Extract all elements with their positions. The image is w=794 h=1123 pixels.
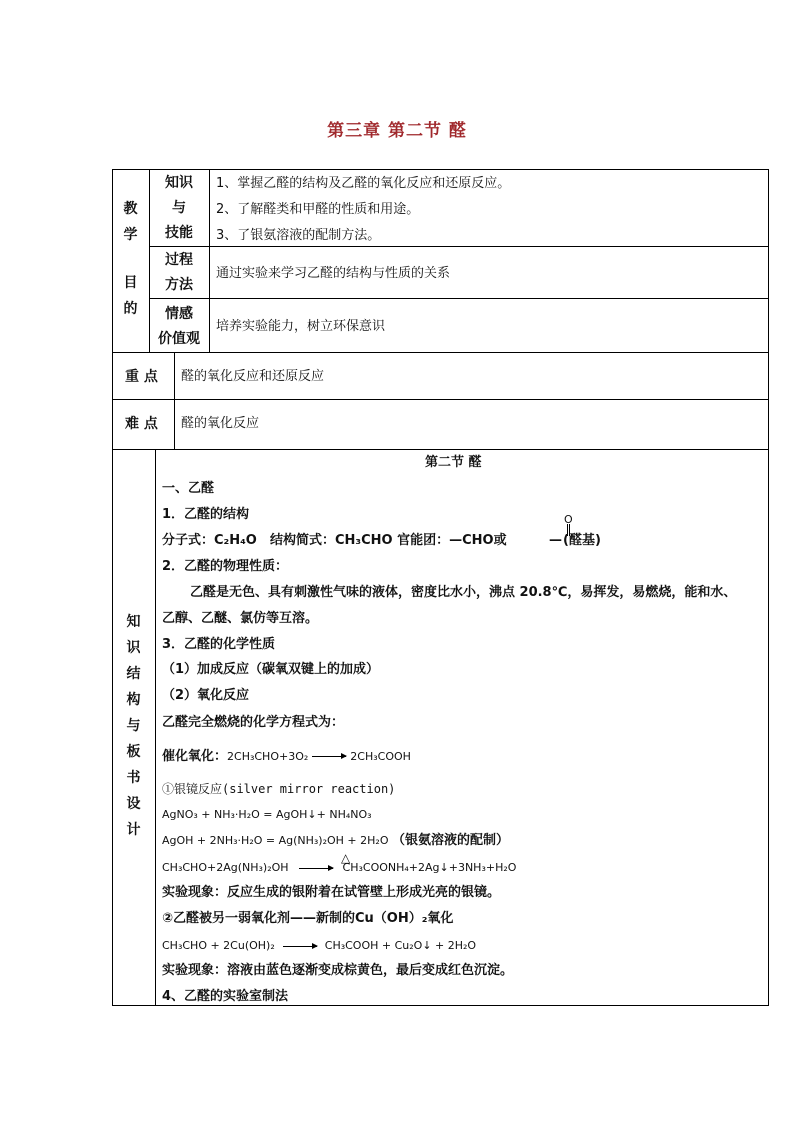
equation: CH₃CHO + 2Cu(OH)₂ CH₃COOH + Cu₂O↓ + 2H₂O <box>162 939 477 952</box>
reaction-type: （2）氧化反应 <box>162 688 250 703</box>
arrow-icon <box>299 868 333 869</box>
cu-oxidation-title: ②乙醛被另一弱氧化剂——新制的Cu（OH）₂氧化 <box>162 911 454 926</box>
divider <box>155 449 156 1006</box>
board-heading: 第二节 醛 <box>425 455 482 470</box>
process-label: 过程 方法 <box>165 252 193 293</box>
catalytic-oxidation-equation: 催化氧化：2CH₃CHO+3O₂ 2CH₃COOH <box>162 749 411 764</box>
knowledge-item: 2、了解醛类和甲醛的性质和用途。 <box>216 202 420 217</box>
carbonyl-bond: — <box>549 533 562 548</box>
objectives-label: 教 学 目 的 <box>123 201 138 317</box>
carbonyl-oxygen: O <box>564 513 573 526</box>
divider <box>112 399 769 400</box>
divider <box>149 298 769 299</box>
divider <box>174 352 175 449</box>
equation: AgNO₃ + NH₃·H₂O = AgOH↓+ NH₄NO₃ <box>162 808 372 821</box>
physical-properties: 乙醇、乙醚、氯仿等互溶。 <box>162 611 319 626</box>
divider <box>209 169 210 352</box>
knowledge-item: 1、掌握乙醛的结构及乙醛的氧化反应和还原反应。 <box>216 176 511 191</box>
process-text: 通过实验来学习乙醛的结构与性质的关系 <box>216 266 451 281</box>
subsection-heading: 1．乙醛的结构 <box>162 507 250 522</box>
divider <box>112 449 769 450</box>
subsection-heading: 2．乙醛的物理性质： <box>162 559 289 574</box>
experiment-phenomenon: 实验现象：溶液由蓝色逐渐变成棕黄色，最后变成红色沉淀。 <box>162 963 514 978</box>
divider <box>112 352 769 353</box>
silver-mirror-title: ①银镜反应(silver mirror reaction) <box>162 782 396 796</box>
subsection-heading: 3．乙醛的化学性质 <box>162 637 276 652</box>
subsection-heading: 4、乙醛的实验室制法 <box>162 989 289 1004</box>
molecular-formula: 分子式：C₂H₄O <box>162 533 257 548</box>
key-point-text: 醛的氧化反应和还原反应 <box>181 369 325 384</box>
divider <box>149 246 769 247</box>
equation: AgOH + 2NH₃·H₂O = Ag(NH₃)₂OH + 2H₂O （银氨溶液的配制） <box>162 833 510 848</box>
key-point-label: 重 点 <box>125 369 158 385</box>
experiment-phenomenon: 实验现象：反应生成的银附着在试管壁上形成光亮的银镜。 <box>162 885 501 900</box>
arrow-icon <box>312 756 346 757</box>
difficulty-text: 醛的氧化反应 <box>181 416 260 431</box>
structural-formula: 结构简式：CH₃CHO 官能团：—CHO或 <box>270 533 507 548</box>
arrow-icon <box>283 946 317 947</box>
equation: CH₃CHO+2Ag(NH₃)₂OH CH₃COONH₄+2Ag↓+3NH₃+H₂O <box>162 861 517 874</box>
section-heading: 一、乙醛 <box>162 481 215 496</box>
knowledge-label: 知识 与 技能 <box>165 175 193 241</box>
aldehyde-group: (醛基) <box>563 533 601 548</box>
difficulty-label: 难 点 <box>125 416 158 432</box>
reaction-type: （1）加成反应（碳氧双键上的加成） <box>162 662 380 677</box>
page-title: 第三章 第二节 醛 <box>327 121 467 141</box>
emotion-label: 情感 价值观 <box>158 306 200 347</box>
physical-properties: 乙醛是无色、具有刺激性气味的液体，密度比水小，沸点 20.8℃，易挥发，易燃烧，能和水、 <box>190 585 737 600</box>
combustion-text: 乙醛完全燃烧的化学方程式为： <box>162 715 345 730</box>
knowledge-item: 3、了银氨溶液的配制方法。 <box>216 228 381 243</box>
emotion-text: 培养实验能力，树立环保意识 <box>216 319 386 334</box>
board-design-label: 知 识 结 构 与 板 书 设 计 <box>126 614 141 838</box>
heat-symbol: △ <box>341 851 351 865</box>
